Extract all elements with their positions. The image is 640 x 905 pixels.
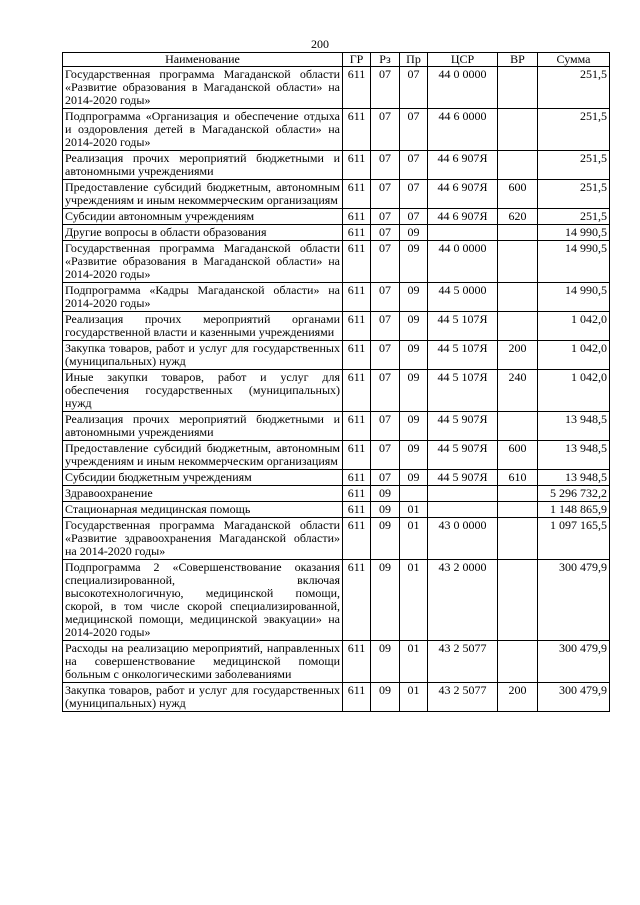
- cell-sum: 1 148 865,9: [538, 502, 610, 518]
- cell-gr: 611: [343, 109, 371, 151]
- cell-name: Подпрограмма 2 «Совершенствование оказания специализированной, включая высокотехнологичную, медицинской помощи, скорой, в том числе скорой специализированной, медицинской помощи, медицинской эвакуации» на 2014-2020 годы»: [63, 560, 343, 641]
- cell-gr: 611: [343, 518, 371, 560]
- cell-name: Подпрограмма «Организация и обеспечение отдыха и оздоровления детей в Магаданской области» на 2014-2020 годы»: [63, 109, 343, 151]
- cell-csr: 44 5 107Я: [428, 341, 498, 370]
- cell-sum: 14 990,5: [538, 225, 610, 241]
- cell-csr: 44 5 107Я: [428, 312, 498, 341]
- header-csr: ЦСР: [428, 53, 498, 67]
- table-row: [63, 241, 610, 283]
- cell-rz: 07: [371, 180, 400, 209]
- cell-csr: 43 0 0000: [428, 518, 498, 560]
- cell-gr: 611: [343, 67, 371, 109]
- cell-sum: 300 479,9: [538, 683, 610, 712]
- cell-name: Реализация прочих мероприятий бюджетными и автономными учреждениями: [63, 151, 343, 180]
- cell-rz: 07: [371, 151, 400, 180]
- cell-gr: 611: [343, 151, 371, 180]
- table-row: [63, 209, 610, 225]
- header-name: Наименование: [63, 53, 343, 67]
- cell-csr: [428, 486, 498, 502]
- cell-rz: 09: [371, 486, 400, 502]
- cell-sum: 251,5: [538, 109, 610, 151]
- table-row: [63, 412, 610, 441]
- cell-pr: 09: [400, 241, 428, 283]
- table-row: [63, 641, 610, 683]
- table-row: [63, 151, 610, 180]
- cell-vr: [498, 241, 538, 283]
- table-header-row: [63, 53, 610, 67]
- table-row: [63, 67, 610, 109]
- cell-vr: [498, 641, 538, 683]
- cell-csr: 44 6 907Я: [428, 209, 498, 225]
- header-gr: ГР: [343, 53, 371, 67]
- cell-name: Расходы на реализацию мероприятий, направленных на совершенствование медицинской помощи больным с онкологическими заболеваниями: [63, 641, 343, 683]
- cell-pr: 09: [400, 283, 428, 312]
- cell-rz: 07: [371, 370, 400, 412]
- cell-pr: 01: [400, 560, 428, 641]
- cell-gr: 611: [343, 486, 371, 502]
- cell-name: Предоставление субсидий бюджетным, автономным учреждениям и иным некоммерческим организациям: [63, 180, 343, 209]
- cell-gr: 611: [343, 370, 371, 412]
- cell-rz: 07: [371, 225, 400, 241]
- cell-csr: 44 0 0000: [428, 241, 498, 283]
- cell-rz: 09: [371, 518, 400, 560]
- cell-pr: 07: [400, 109, 428, 151]
- cell-gr: 611: [343, 312, 371, 341]
- cell-sum: 14 990,5: [538, 283, 610, 312]
- cell-csr: 44 5 907Я: [428, 412, 498, 441]
- cell-sum: 251,5: [538, 209, 610, 225]
- cell-gr: 611: [343, 241, 371, 283]
- cell-gr: 611: [343, 502, 371, 518]
- cell-vr: 200: [498, 341, 538, 370]
- cell-pr: 07: [400, 67, 428, 109]
- cell-rz: 07: [371, 441, 400, 470]
- table-row: [63, 109, 610, 151]
- cell-vr: 610: [498, 470, 538, 486]
- cell-sum: 1 042,0: [538, 341, 610, 370]
- cell-vr: [498, 518, 538, 560]
- cell-vr: [498, 151, 538, 180]
- cell-csr: 44 5 907Я: [428, 441, 498, 470]
- cell-csr: 43 2 0000: [428, 560, 498, 641]
- cell-sum: 13 948,5: [538, 412, 610, 441]
- cell-pr: 09: [400, 441, 428, 470]
- cell-sum: 1 042,0: [538, 370, 610, 412]
- cell-gr: 611: [343, 470, 371, 486]
- cell-vr: [498, 486, 538, 502]
- cell-sum: 1 042,0: [538, 312, 610, 341]
- cell-sum: 13 948,5: [538, 441, 610, 470]
- cell-name: Реализация прочих мероприятий органами государственной власти и казенными учреждениями: [63, 312, 343, 341]
- cell-rz: 07: [371, 470, 400, 486]
- table-row: [63, 486, 610, 502]
- cell-rz: 07: [371, 67, 400, 109]
- cell-pr: 09: [400, 225, 428, 241]
- table-row: [63, 180, 610, 209]
- cell-sum: 13 948,5: [538, 470, 610, 486]
- table-row: [63, 441, 610, 470]
- cell-name: Субсидии бюджетным учреждениям: [63, 470, 343, 486]
- cell-rz: 07: [371, 283, 400, 312]
- cell-csr: 44 0 0000: [428, 67, 498, 109]
- cell-vr: [498, 67, 538, 109]
- cell-gr: 611: [343, 412, 371, 441]
- cell-gr: 611: [343, 560, 371, 641]
- cell-name: Субсидии автономным учреждениям: [63, 209, 343, 225]
- cell-pr: 01: [400, 518, 428, 560]
- cell-csr: 44 6 907Я: [428, 180, 498, 209]
- cell-name: Государственная программа Магаданской области «Развитие образования в Магаданской области» на 2014-2020 годы»: [63, 241, 343, 283]
- cell-pr: 07: [400, 151, 428, 180]
- table-row: [63, 225, 610, 241]
- cell-rz: 07: [371, 341, 400, 370]
- cell-sum: 14 990,5: [538, 241, 610, 283]
- cell-gr: 611: [343, 209, 371, 225]
- cell-vr: [498, 225, 538, 241]
- cell-name: Закупка товаров, работ и услуг для государственных (муниципальных) нужд: [63, 683, 343, 712]
- cell-sum: 251,5: [538, 151, 610, 180]
- cell-gr: 611: [343, 441, 371, 470]
- cell-gr: 611: [343, 225, 371, 241]
- cell-gr: 611: [343, 341, 371, 370]
- cell-sum: 5 296 732,2: [538, 486, 610, 502]
- cell-vr: [498, 312, 538, 341]
- cell-sum: 251,5: [538, 180, 610, 209]
- cell-pr: 07: [400, 209, 428, 225]
- cell-name: Другие вопросы в области образования: [63, 225, 343, 241]
- cell-name: Здравоохранение: [63, 486, 343, 502]
- cell-csr: 44 5 107Я: [428, 370, 498, 412]
- cell-pr: 07: [400, 180, 428, 209]
- cell-sum: 300 479,9: [538, 641, 610, 683]
- cell-csr: 44 5 907Я: [428, 470, 498, 486]
- cell-rz: 09: [371, 560, 400, 641]
- cell-vr: 620: [498, 209, 538, 225]
- cell-name: Государственная программа Магаданской области «Развитие образования в Магаданской области» на 2014-2020 годы»: [63, 67, 343, 109]
- cell-rz: 09: [371, 641, 400, 683]
- cell-pr: 01: [400, 502, 428, 518]
- cell-sum: 251,5: [538, 67, 610, 109]
- cell-rz: 07: [371, 209, 400, 225]
- cell-gr: 611: [343, 683, 371, 712]
- cell-vr: [498, 412, 538, 441]
- cell-name: Закупка товаров, работ и услуг для государственных (муниципальных) нужд: [63, 341, 343, 370]
- cell-gr: 611: [343, 641, 371, 683]
- cell-pr: 01: [400, 641, 428, 683]
- cell-rz: 09: [371, 502, 400, 518]
- budget-table: [62, 52, 610, 712]
- cell-csr: 44 5 0000: [428, 283, 498, 312]
- cell-pr: 01: [400, 683, 428, 712]
- cell-csr: [428, 502, 498, 518]
- cell-name: Реализация прочих мероприятий бюджетными и автономными учреждениями: [63, 412, 343, 441]
- cell-gr: 611: [343, 283, 371, 312]
- cell-vr: [498, 560, 538, 641]
- table-row: [63, 370, 610, 412]
- header-vr: ВР: [498, 53, 538, 67]
- cell-name: Стационарная медицинская помощь: [63, 502, 343, 518]
- table-row: [63, 283, 610, 312]
- cell-csr: [428, 225, 498, 241]
- cell-csr: 44 6 907Я: [428, 151, 498, 180]
- cell-name: Подпрограмма «Кадры Магаданской области» на 2014-2020 годы»: [63, 283, 343, 312]
- cell-vr: [498, 502, 538, 518]
- cell-rz: 07: [371, 412, 400, 441]
- table-row: [63, 518, 610, 560]
- page-number: 200: [311, 37, 329, 51]
- cell-rz: 07: [371, 109, 400, 151]
- cell-pr: 09: [400, 412, 428, 441]
- cell-csr: 44 6 0000: [428, 109, 498, 151]
- cell-gr: 611: [343, 180, 371, 209]
- cell-pr: 09: [400, 341, 428, 370]
- cell-csr: 43 2 5077: [428, 641, 498, 683]
- header-pr: Пр: [400, 53, 428, 67]
- cell-pr: 09: [400, 312, 428, 341]
- table-row: [63, 502, 610, 518]
- cell-vr: 200: [498, 683, 538, 712]
- header-sum: Сумма: [538, 53, 610, 67]
- cell-pr: 09: [400, 370, 428, 412]
- cell-rz: 07: [371, 312, 400, 341]
- cell-vr: 600: [498, 180, 538, 209]
- cell-vr: [498, 109, 538, 151]
- table-row: [63, 560, 610, 641]
- table-row: [63, 312, 610, 341]
- cell-vr: 240: [498, 370, 538, 412]
- header-rz: Рз: [371, 53, 400, 67]
- cell-name: Государственная программа Магаданской области «Развитие здравоохранения Магаданской области» на 2014-2020 годы»: [63, 518, 343, 560]
- cell-pr: [400, 486, 428, 502]
- cell-sum: 300 479,9: [538, 560, 610, 641]
- cell-csr: 43 2 5077: [428, 683, 498, 712]
- cell-name: Предоставление субсидий бюджетным, автономным учреждениям и иным некоммерческим организациям: [63, 441, 343, 470]
- cell-vr: 600: [498, 441, 538, 470]
- cell-rz: 07: [371, 241, 400, 283]
- table-row: [63, 470, 610, 486]
- table-row: [63, 341, 610, 370]
- cell-name: Иные закупки товаров, работ и услуг для обеспечения государственных (муниципальных) нужд: [63, 370, 343, 412]
- cell-rz: 09: [371, 683, 400, 712]
- cell-vr: [498, 283, 538, 312]
- cell-sum: 1 097 165,5: [538, 518, 610, 560]
- table-row: [63, 683, 610, 712]
- cell-pr: 09: [400, 470, 428, 486]
